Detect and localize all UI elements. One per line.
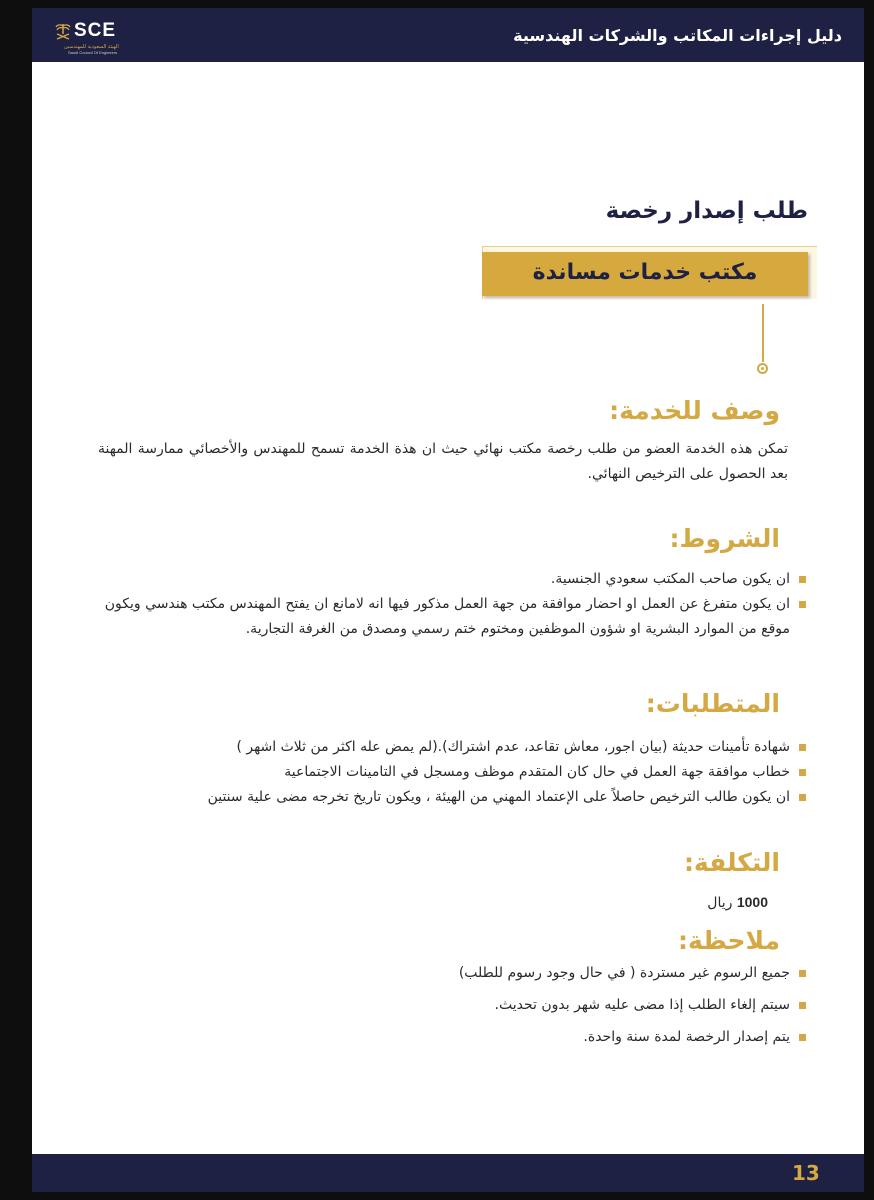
cost-heading: التكلفة: bbox=[683, 848, 780, 877]
list-item: خطاب موافقة جهة العمل في حال كان المتقدم موظف ومسجل في التامينات الاجتماعية bbox=[98, 760, 806, 785]
list-item: يتم إصدار الرخصة لمدة سنة واحدة. bbox=[98, 1025, 806, 1050]
list-item: ان يكون طالب الترخيص حاصلاً على الإعتماد المهني من الهيئة ، ويكون تاريخ تخرجه مضى علية سنتين bbox=[98, 785, 806, 810]
requirements-list bbox=[98, 735, 806, 810]
description-heading: وصف للخدمة: bbox=[609, 396, 780, 425]
cost-amount: 1000 bbox=[736, 894, 768, 910]
note-list bbox=[98, 961, 806, 1050]
logo-subtitle-ar: الهيئة السعودية للمهندسين bbox=[64, 44, 119, 50]
document-page bbox=[32, 8, 864, 1192]
description-text: تمكن هذه الخدمة العضو من طلب رخصة مكتب نهائي حيث ان هذة الخدمة تسمح للمهندس والأخصائي ممارسة المهنة بعد الحصول على الترخيص النهائي. bbox=[98, 441, 788, 482]
page-number: 13 bbox=[792, 1161, 820, 1185]
logo-text: SCE bbox=[74, 20, 117, 41]
list-item: جميع الرسوم غير مستردة ( في حال وجود رسوم للطلب) bbox=[98, 961, 806, 986]
service-banner bbox=[482, 252, 808, 296]
logo-subtitle-en: Saudi Council Of Engineers bbox=[68, 50, 118, 55]
connector-dot-icon bbox=[757, 363, 768, 374]
footer-bar bbox=[32, 1154, 864, 1192]
banner-text: مكتب خدمات مساندة bbox=[532, 260, 758, 285]
list-item: سيتم إلغاء الطلب إذا مضى عليه شهر بدون تحديث. bbox=[98, 993, 806, 1018]
sce-logo bbox=[50, 18, 130, 56]
cost-value bbox=[707, 894, 768, 911]
conditions-heading: الشروط: bbox=[669, 524, 780, 553]
list-item: شهادة تأمينات حديثة (بيان اجور، معاش تقاعد، عدم اشتراك).(لم يمض عله اكثر من ثلاث اشهر ) bbox=[98, 735, 806, 760]
banner-connector-line bbox=[762, 304, 764, 362]
request-title: طلب إصدار رخصة bbox=[605, 198, 808, 224]
note-heading: ملاحظة: bbox=[678, 926, 780, 955]
header-bar bbox=[32, 8, 864, 62]
requirements-heading: المتطلبات: bbox=[645, 689, 780, 718]
list-item: ان يكون متفرغ عن العمل او احضار موافقة من جهة العمل مذكور فيها انه لامانع ان يفتح المهندس مكتب هندسي ويكون موقع من الموارد البشرية او شؤون الموظفين ومختوم ختم رسمي ومصدق من الغرفة التجارية. bbox=[98, 592, 806, 642]
palm-swords-emblem-icon bbox=[54, 22, 72, 42]
conditions-list bbox=[98, 567, 806, 642]
list-item: ان يكون صاحب المكتب سعودي الجنسية. bbox=[98, 567, 806, 592]
document-title: دليل إجراءات المكاتب والشركات الهندسية bbox=[513, 26, 842, 45]
cost-currency: ريال bbox=[707, 895, 733, 911]
